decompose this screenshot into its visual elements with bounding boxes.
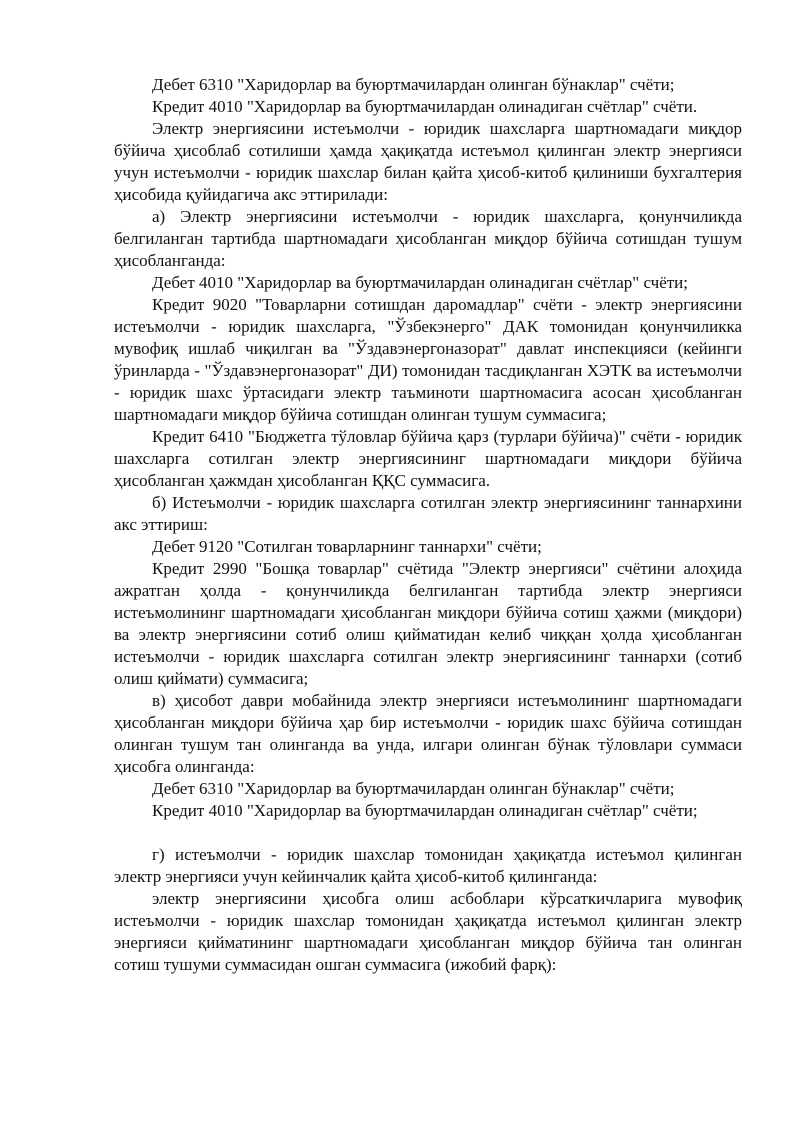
- paragraph-item-b: б) Истеъмолчи - юридик шахсларга сотилган электр энергиясининг таннархини акс эттириш:: [114, 493, 742, 534]
- paragraph-debit-6310-second: Дебет 6310 "Харидорлар ва буюртмачилардан олинган бўнаклар" счёти;: [152, 779, 675, 798]
- paragraph-intro: Электр энергиясини истеъмолчи - юридик шахсларга шартномадаги миқдор бўйича ҳисоблаб сотилиши ҳамда ҳақиқатда истеъмол қилинган электр энергияси учун истеъмолчи - юридик шахслар билан қайта ҳисоб-китоб қилиниши бухгалтерия ҳисобида қуйидагича акс эттирилади:: [114, 119, 742, 204]
- paragraph-item-v: в) ҳисобот даври мобайнида электр энергияси истеъмолининг шартномадаги ҳисобланган миқдори бўйича ҳар бир истеъмолчи - юридик шахс бўйича сотишдан олинган тушум тан олинганда ва унда, илгари олинган бўнак тўловлари суммаси ҳисобга олинганда:: [114, 691, 742, 776]
- paragraph-credit-4010: Кредит 4010 "Харидорлар ва буюртмачилардан олинадиган счётлар" счёти.: [152, 97, 698, 116]
- paragraph-credit-6410: Кредит 6410 "Бюджетга тўловлар бўйича қарз (турлари бўйича)" счёти - юридик шахсларга сотилган электр энергиясининг шартномадаги миқдори бўйича ҳисобланган ҳажмдан ҳисобланган ҚҚС суммасига.: [114, 427, 742, 490]
- paragraph-credit-2990: Кредит 2990 "Бошқа товарлар" счётида "Электр энергияси" счётини алоҳида ажратган ҳолда - қонунчиликда белгиланган тартибда электр энергияси истеъмолининг шартномадаги ҳисобланган миқдори бўйича сотиш ҳажми (миқдори) ва электр энергиясини сотиб олиш қийматидан келиб чиққан ҳолда ҳисобланган истеъмолчи - юридик шахсларга сотилган электр энергиясининг таннархи (сотиб олиш қиймати) суммасига;: [114, 559, 742, 688]
- paragraph-debit-9120: Дебет 9120 "Сотилган товарларнинг таннархи" счёти;: [152, 537, 542, 556]
- paragraph-credit-4010-second: Кредит 4010 "Харидорлар ва буюртмачилардан олинадиган счётлар" счёти;: [152, 801, 698, 820]
- paragraph-positive-difference: электр энергиясини ҳисобга олиш асбоблари кўрсаткичларига мувофиқ истеъмолчи - юридик шахслар томонидан ҳақиқатда истеъмол қилинган электр энергияси қийматининг шартномадаги ҳисобланган миқдор бўйича тан олинган сотиш тушуми суммасидан ошган суммасига (ижобий фарқ):: [114, 889, 742, 974]
- paragraph-debit-4010: Дебет 4010 "Харидорлар ва буюртмачилардан олинадиган счётлар" счёти;: [152, 273, 689, 292]
- paragraph-debit-6310: Дебет 6310 "Харидорлар ва буюртмачилардан олинган бўнаклар" счёти;: [152, 75, 675, 94]
- document-page: [114, 74, 742, 976]
- paragraph-item-g: г) истеъмолчи - юридик шахслар томонидан ҳақиқатда истеъмол қилинган электр энергияси учун кейинчалик қайта ҳисоб-китоб қилинганда:: [114, 845, 742, 886]
- paragraph-item-a: а) Электр энергиясини истеъмолчи - юридик шахсларга, қонунчиликда белгиланган тартибда шартномадаги ҳисобланган миқдор бўйича сотишдан тушум ҳисобланганда:: [114, 207, 742, 270]
- paragraph-credit-9020: Кредит 9020 "Товарларни сотишдан даромадлар" счёти - электр энергиясини истеъмолчи - юридик шахсларга, "Ўзбекэнерго" ДАК томонидан қонунчиликка мувофиқ ишлаб чиқилган ва "Ўздавэнергоназорат" давлат инспекцияси (кейинги ўринларда - "Ўздавэнергоназорат" ДИ) томонидан тасдиқланган ХЭТК ва истеъмолчи - юридик шахс ўртасидаги электр таъминоти шартномасига асосан ҳисобланган шартномадаги миқдор бўйича сотишдан олинган тушум суммасига;: [114, 295, 742, 424]
